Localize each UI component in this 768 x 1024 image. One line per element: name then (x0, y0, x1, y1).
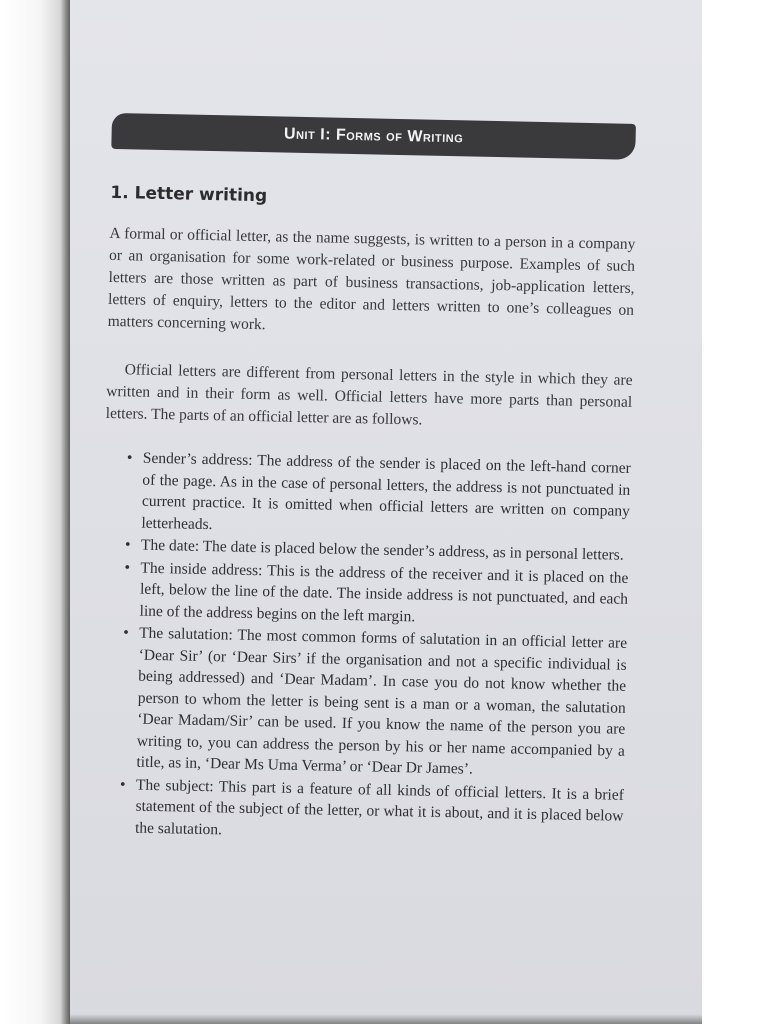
list-item-inside-address (123, 557, 628, 632)
letter-parts-list (119, 447, 631, 849)
background-margin (702, 0, 768, 1024)
intro-paragraph: A formal or official letter, as the name suggests, is written to a person in a company or an organisation for some work-related or business purpose. Examples of such letters are those written as part of business transactions, job-application letters, letters of enquiry, letters to the editor and letters written to one’s colleagues on matters concerning work. (107, 224, 636, 334)
bullet-icon: • (122, 624, 129, 642)
page-content (70, 0, 702, 1024)
book-spine-shadow (0, 0, 70, 1024)
section-heading (110, 183, 267, 206)
section-number: 1. (110, 182, 129, 204)
bullet-icon: • (124, 558, 131, 576)
bullet-icon: • (124, 536, 131, 554)
list-item-text: The subject: This part is a feature of all kinds of official letters. It is a brief statement of the subject of the letter, or what it is about, and it is placed below the salutation. (134, 776, 625, 838)
list-item-text: The inside address: This is the address of the receiver and it is placed on the left, below the line of the date. The inside address is not punctuated, and each line of the address begins on the left margin. (139, 559, 629, 625)
list-item-subject (119, 774, 624, 849)
list-item-text: The date: The date is placed below the sender’s address, as in personal letters. (140, 536, 624, 564)
parts-paragraph: Official letters are different from personal letters in the style in which they are written and in their form as well. Official letters have more parts than personal letters. The parts of an official letter are as follows. (105, 361, 633, 429)
list-item-text: The salutation: The most common forms of salutation in an official letter are ‘Dear Sir’ (or ‘Dear Sirs’ if the organisation and not a specific individual is being addressed) and ‘Dear Madam’. In case you do not know whether the person to whom the letter is being sent is a man or a woman, the salutation ‘Dear Madam/Sir’ can be used. If you know the name of the person you are writing to, you can address the person by his or her name accompanied by a title, as in, ‘Dear Ms Uma Verma’ or ‘Dear Dr James’. (136, 624, 628, 778)
section-title: Letter writing (134, 183, 268, 207)
page-bottom-shadow (70, 1014, 702, 1024)
list-item-salutation (120, 622, 627, 783)
list-item-senders-address (125, 447, 631, 544)
bullet-icon: • (119, 775, 126, 793)
unit-banner: Unit I: Forms of Writing (111, 113, 636, 160)
bullet-icon: • (126, 449, 133, 467)
book-page (70, 0, 702, 1024)
list-item-text: Sender’s address: The address of the sender is placed on the left-hand corner of the page. As in the case of personal letters, the address is not punctuated in current practice. It is omitted when official letters are written on company letterheads. (141, 449, 631, 533)
